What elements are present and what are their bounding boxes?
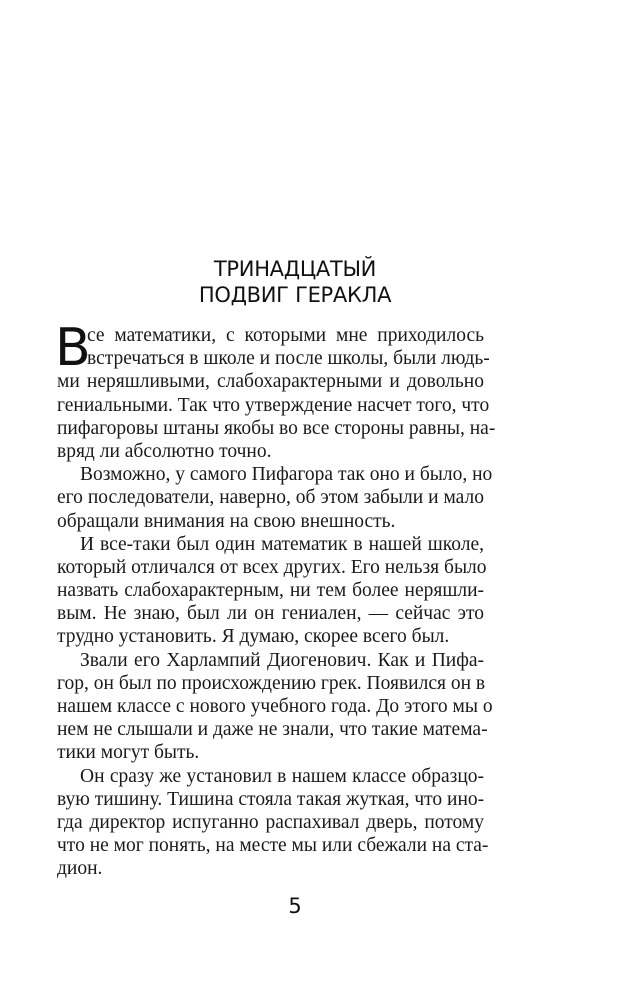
text-line: встречаться в школе и после школы, были людь- — [87, 348, 490, 370]
text-line: что не мог понять, на месте мы или сбежали на ста- — [57, 835, 489, 857]
text-line: трудно установить. Я думаю, скорее всего был. — [57, 626, 450, 648]
text-line: гор, он был по происхождению грек. Появился он в — [57, 672, 486, 694]
text-line: гда директор испуганно распахивал дверь, потому — [57, 811, 484, 833]
text-line: вряд ли абсолютно точно. — [57, 440, 272, 462]
body-text — [55, 318, 496, 881]
text-line: нашем классе с нового учебного года. До этого мы о — [57, 696, 493, 717]
text-line: тики могут быть. — [57, 742, 200, 764]
text-line: обращали внимания на свою внешность. — [57, 510, 396, 532]
text-line: нем не слышали и даже не знали, что такие матема- — [57, 719, 488, 741]
text-line: се математики, с которыми мне приходилось — [87, 325, 484, 346]
drop-cap: В — [55, 318, 91, 378]
chapter-title-line-2: ПОДВИГ ГЕРАКЛА — [198, 283, 392, 307]
text-line: пифагоровы штаны якобы во все стороны равны, на- — [57, 417, 496, 439]
text-line: его последователи, наверно, об этом забыли и мало — [57, 487, 484, 509]
text-line: Возможно, у самого Пифагора так оно и было, но — [80, 464, 493, 486]
text-line: ми неряшливыми, слабохарактерными и довольно — [57, 371, 484, 393]
text-line: который отличался от всех других. Его нельзя было — [57, 556, 487, 578]
page-number: 5 — [288, 894, 302, 918]
text-line: Звали его Харлампий Диогенович. Как и Пифа- — [80, 649, 484, 671]
text-line: гениальными. Так что утверждение насчет того, что — [57, 394, 490, 416]
chapter-title-line-1: ТРИНАДЦАТЫЙ — [213, 257, 377, 281]
text-line: назвать слабохарактерным, ни тем более неряшли- — [57, 580, 484, 602]
text-line: Он сразу же установил в нашем классе образцо- — [80, 765, 484, 787]
text-line: И все-таки был один математик в нашей школе, — [80, 533, 484, 555]
text-line: дион. — [57, 858, 103, 880]
text-line: вую тишину. Тишина стояла такая жуткая, что ино- — [57, 788, 485, 810]
text-line: вым. Не знаю, был ли он гениален, — сейчас это — [57, 603, 484, 625]
